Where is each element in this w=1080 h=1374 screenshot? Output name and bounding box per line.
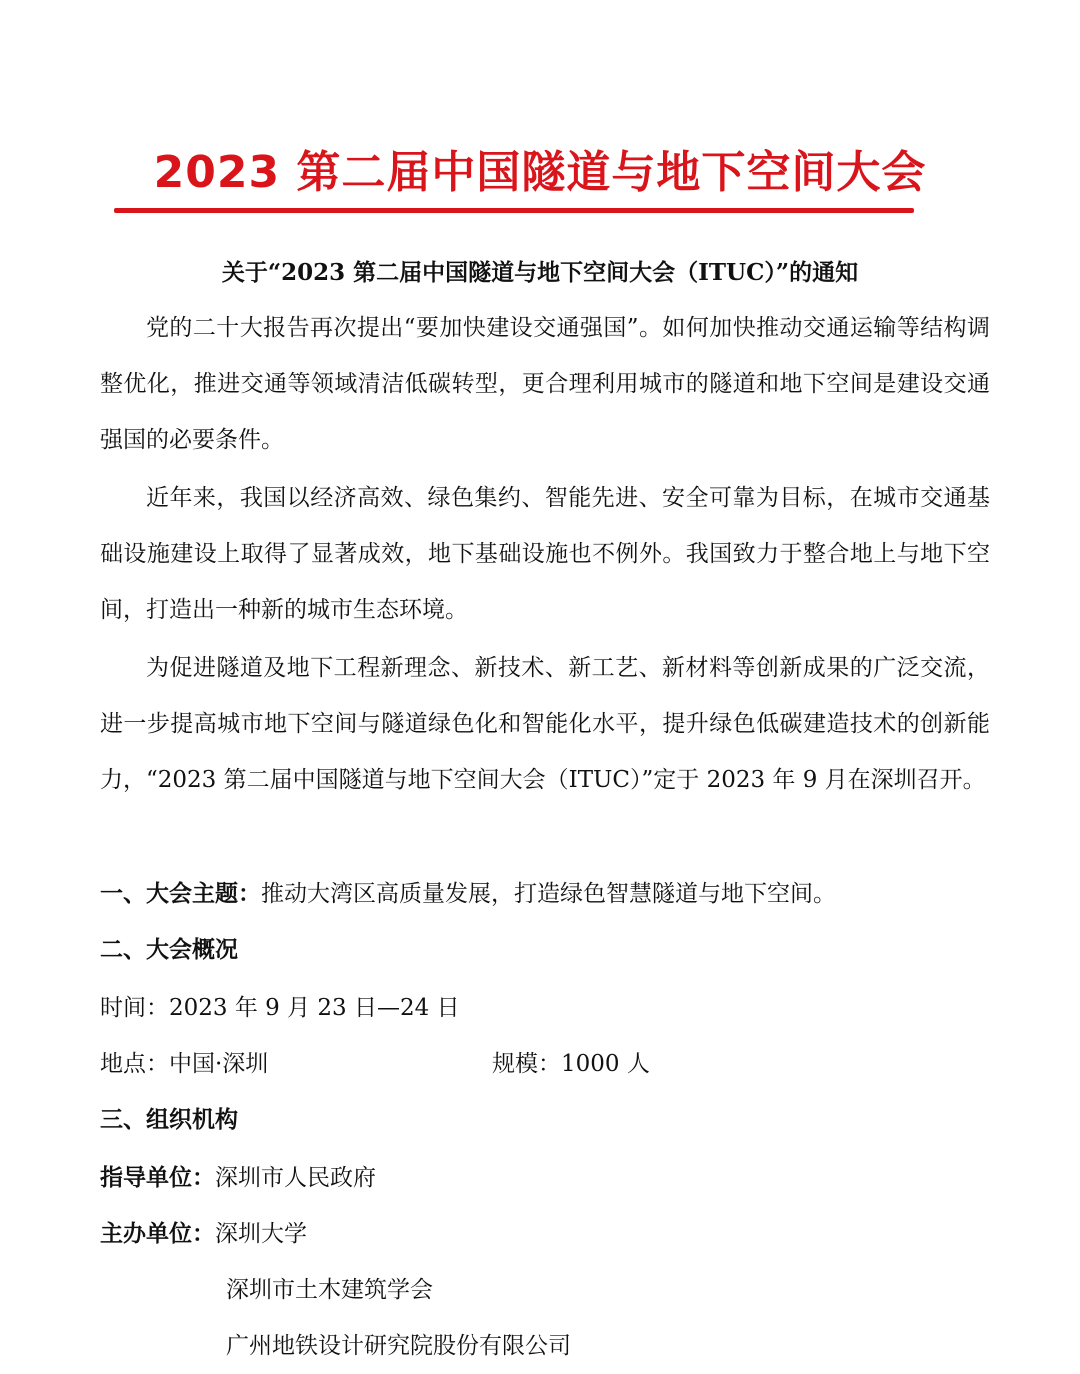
paragraph-3: 为促进隧道及地下工程新理念、新技术、新工艺、新材料等创新成果的广泛交流，进一步提高城市地下空间与隧道绿色化和智能化水平，提升绿色低碳建造技术的创新能力，“2023 第二届中国隧道与地下空间大会（ITUC）”定于 2023 年 9 月在深圳召开。: [100, 655, 990, 793]
section-3-heading-text: 三、组织机构: [100, 1106, 238, 1133]
guide-unit-label: 指导单位：: [100, 1164, 215, 1191]
section-2-heading-text: 二、大会概况: [100, 936, 238, 963]
event-place: 地点：中国·深圳: [100, 1051, 269, 1077]
host-unit-3: 广州地铁设计研究院股份有限公司: [226, 1333, 571, 1359]
notice-subtitle: 关于“2023 第二届中国隧道与地下空间大会（ITUC）”的通知: [221, 259, 859, 286]
guide-unit-row: [100, 1150, 376, 1206]
host-unit-label: 主办单位：: [100, 1220, 215, 1247]
guide-unit-value: 深圳市人民政府: [215, 1165, 376, 1191]
host-unit-2: 深圳市土木建筑学会: [226, 1277, 433, 1303]
section-3-heading: [100, 1092, 238, 1148]
event-time: 时间：2023 年 9 月 23 日—24 日: [100, 995, 460, 1021]
host-unit-1: 深圳大学: [215, 1221, 307, 1247]
paragraph-1: 党的二十大报告再次提出“要加快建设交通强国”。如何加快推动交通运输等结构调整优化，推进交通等领域清洁低碳转型，更合理利用城市的隧道和地下空间是建设交通强国的必要条件。: [100, 315, 990, 453]
event-scale: 规模：1000 人: [492, 1051, 650, 1077]
section-1-text: 推动大湾区高质量发展，打造绿色智慧隧道与地下空间。: [261, 881, 836, 907]
section-1-theme: [100, 866, 836, 922]
document-title: 2023 第二届中国隧道与地下空间大会: [153, 147, 927, 198]
section-2-heading: [100, 922, 238, 978]
section-1-heading: 一、大会主题：: [100, 880, 261, 907]
title-red-rule: [114, 208, 914, 213]
host-unit-row: [100, 1206, 307, 1262]
paragraph-2: 近年来，我国以经济高效、绿色集约、智能先进、安全可靠为目标，在城市交通基础设施建设上取得了显著成效，地下基础设施也不例外。我国致力于整合地上与地下空间，打造出一种新的城市生态环境。: [100, 485, 990, 623]
